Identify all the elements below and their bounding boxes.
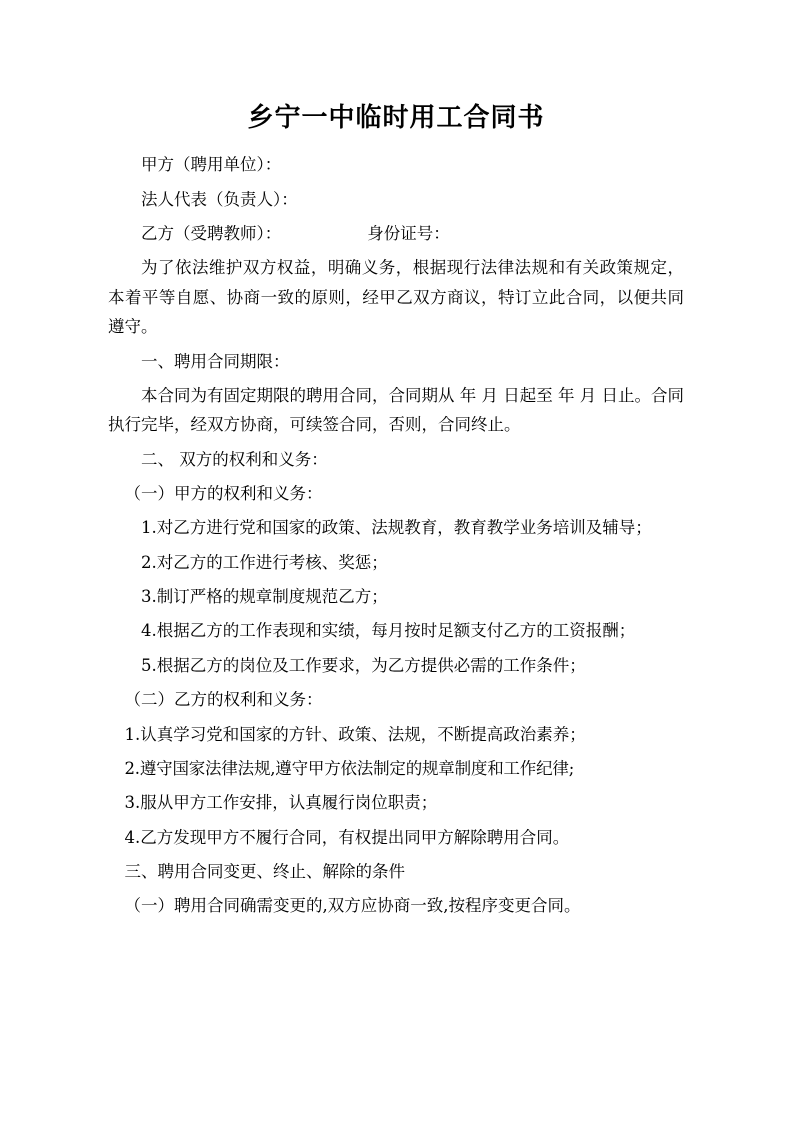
heading-section-3: 三、聘用合同变更、终止、解除的条件 xyxy=(124,861,405,881)
party-b-label: 乙方（受聘教师）： xyxy=(141,224,282,244)
paragraph-legal-rep: 法人代表（负责人）： xyxy=(141,189,298,209)
heading-section-2-2: （二）乙方的权利和义务： xyxy=(124,690,323,710)
heading-section-2: 二、 双方的权利和义务： xyxy=(141,449,328,469)
heading-section-2-1: （一）甲方的权利和义务： xyxy=(124,483,323,503)
list-item-2-2-1: 1.认真学习党和国家的方针、政策、法规，不断提高政治素养； xyxy=(124,724,586,744)
list-item-2-1-3: 3.制订严格的规章制度规范乙方； xyxy=(141,587,388,607)
document-body xyxy=(108,150,684,920)
list-item-2-1-4: 4.根据乙方的工作表现和实绩，每月按时足额支付乙方的工资报酬； xyxy=(141,621,636,641)
id-number-label: 身份证号： xyxy=(367,224,450,244)
list-item-2-2-2: 2.遵守国家法律法规,遵守甲方依法制定的规章制度和工作纪律; xyxy=(124,758,575,778)
list-item-2-2-4: 4.乙方发现甲方不履行合同，有权提出同甲方解除聘用合同。 xyxy=(124,827,570,847)
list-item-2-2-3: 3.服从甲方工作安排，认真履行岗位职责； xyxy=(124,793,438,813)
paragraph-party-a: 甲方（聘用单位）： xyxy=(141,155,282,175)
list-item-2-1-2: 2.对乙方的工作进行考核、奖惩； xyxy=(141,552,388,572)
heading-section-1: 一、聘用合同期限： xyxy=(141,351,290,371)
paragraph-party-b xyxy=(108,219,684,248)
list-item-3-1: （一）聘用合同确需变更的,双方应协商一致,按程序变更合同。 xyxy=(124,896,581,916)
page-title: 乡宁一中临时用工合同书 xyxy=(247,103,545,133)
paragraph-preamble: 为了依法维护双方权益，明确义务，根据现行法律法规和有关政策规定，本着平等自愿、协商一致的原则，经甲乙双方商议，特订立此合同，以便共同遵守。 xyxy=(108,258,684,337)
list-item-2-1-1: 1.对乙方进行党和国家的政策、法规教育，教育教学业务培训及辅导； xyxy=(141,518,652,538)
paragraph-section-1-body: 本合同为有固定期限的聘用合同，合同期从 年 月 日起至 年 月 日止。合同执行完毕，经双方协商，可续签合同，否则，合同终止。 xyxy=(108,385,684,435)
list-item-2-1-5: 5.根据乙方的岗位及工作要求，为乙方提供必需的工作条件； xyxy=(141,655,586,675)
